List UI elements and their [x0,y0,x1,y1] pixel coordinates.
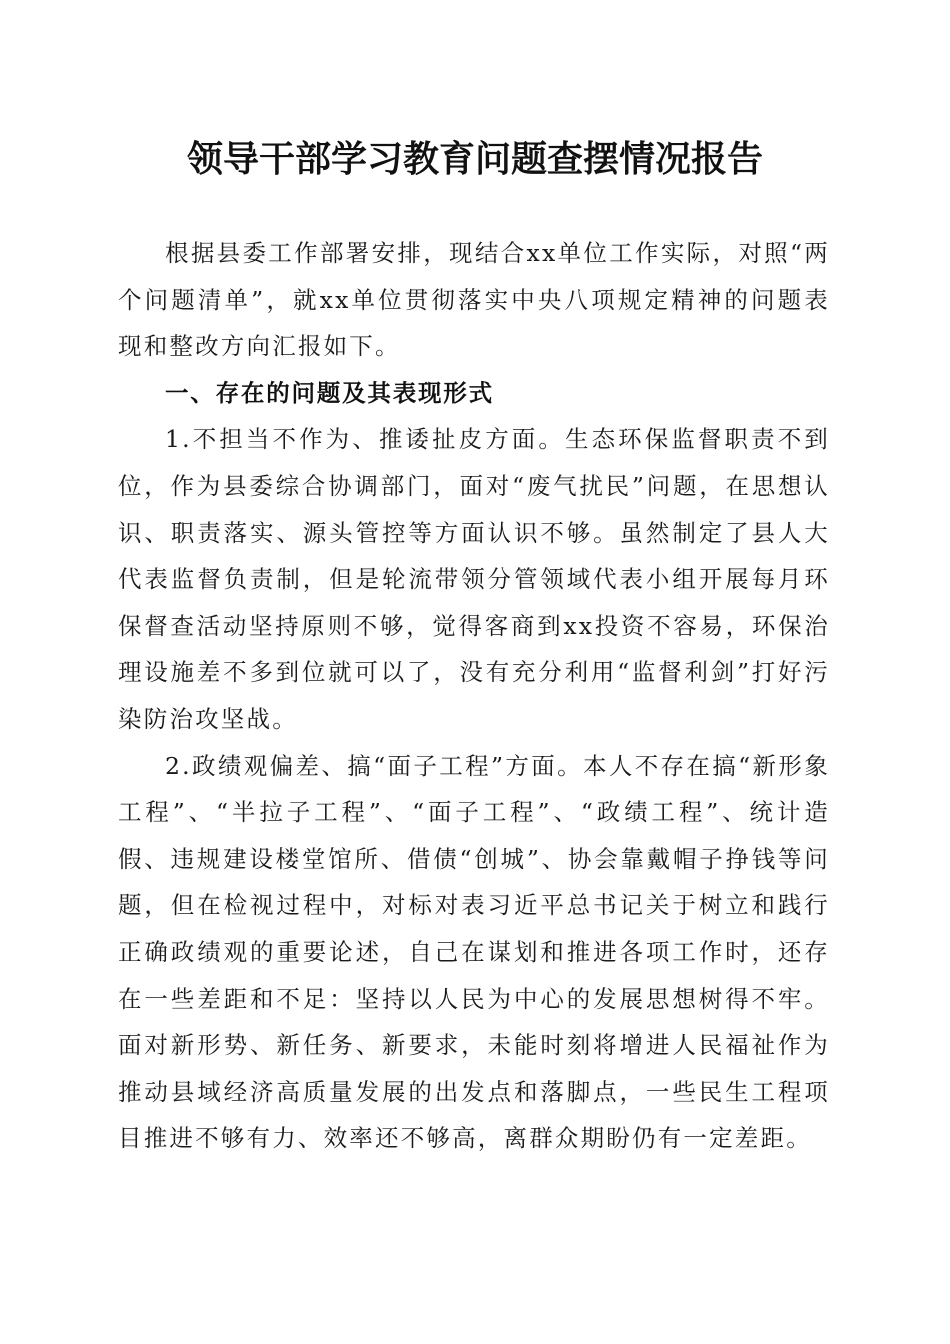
problem-item-2: 2.政绩观偏差、搞“面子工程”方面。本人不存在搞“新形象工程”、“半拉子工程”、“面子工程”、“政绩工程”、统计造假、违规建设楼堂馆所、借债“创城”、协会靠戴帽子挣钱等问题，但在检视过程中，对标对表习近平总书记关于树立和践行正确政绩观的重要论述，自己在谋划和推进各项工作时，还存在一些差距和不足：坚持以人民为中心的发展思想树得不牢。面对新形势、新任务、新要求，未能时刻将增进人民福祉作为推动县域经济高质量发展的出发点和落脚点，一些民生工程项目推进不够有力、效率还不够高，离群众期盼仍有一定差距。 [118,751,830,1153]
document-body [118,230,830,1162]
document-title: 领导干部学习教育问题查摆情况报告 [186,138,763,180]
problem-item-1: 1.不担当不作为、推诿扯皮方面。生态环保监督职责不到位，作为县委综合协调部门，面对“废气扰民”问题，在思想认识、职责落实、源头管控等方面认识不够。虽然制定了县人大代表监督负责制，但是轮流带领分管领域代表小组开展每月环保督查活动坚持原则不够，觉得客商到xx投资不容易，环保治理设施差不多到位就可以了，没有充分利用“监督利剑”打好污染防治攻坚战。 [118,425,830,733]
section-heading: 一、存在的问题及其表现形式 [165,378,494,407]
intro-paragraph: 根据县委工作部署安排，现结合xx单位工作实际，对照“两个问题清单”，就xx单位贯彻落实中央八项规定精神的问题表现和整改方向汇报如下。 [118,239,830,361]
